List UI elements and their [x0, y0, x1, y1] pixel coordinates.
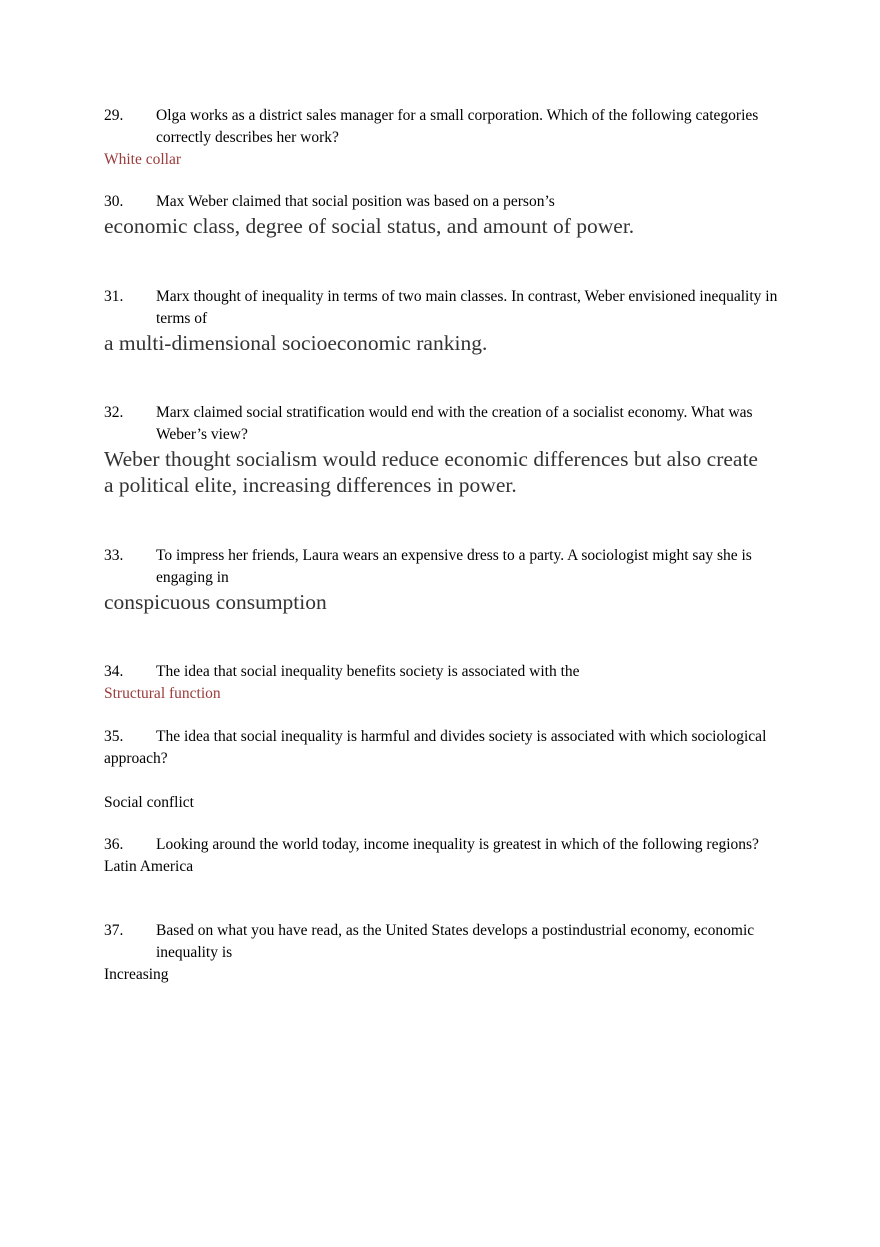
question-text: The idea that social inequality benefits society is associated with the: [156, 663, 580, 680]
question-text: The idea that social inequality is harmful and divides society is associated with which sociological approach?: [104, 728, 767, 767]
question-text: Based on what you have read, as the United States develops a postindustrial economy, economic inequality is: [156, 922, 755, 961]
answer: Structural function: [104, 685, 221, 702]
question-35: [104, 726, 784, 814]
question-34: [104, 661, 784, 705]
question-36: [104, 834, 784, 878]
question-text: Marx claimed social stratification would end with the creation of a socialist economy. What was Weber’s view?: [156, 404, 753, 443]
question-text: Looking around the world today, income inequality is greatest in which of the following regions?: [156, 836, 759, 853]
question-number: 33.: [104, 547, 124, 564]
answer: a multi-dimensional socioeconomic ranking.: [104, 331, 488, 355]
question-31: [104, 286, 784, 356]
question-33: [104, 545, 784, 615]
question-32: [104, 402, 784, 498]
question-30: [104, 191, 784, 239]
question-29: [104, 105, 784, 171]
question-37: [104, 920, 784, 986]
answer: Increasing: [104, 966, 169, 983]
answer: Social conflict: [104, 794, 194, 811]
answer: White collar: [104, 151, 182, 168]
question-text: Olga works as a district sales manager for a small corporation. Which of the following categories correctly describes her work?: [156, 107, 759, 146]
question-text: Marx thought of inequality in terms of two main classes. In contrast, Weber envisioned inequality in terms of: [156, 288, 778, 327]
question-number: 31.: [104, 288, 124, 305]
question-text: To impress her friends, Laura wears an expensive dress to a party. A sociologist might say she is engaging in: [156, 547, 752, 586]
answer: Weber thought socialism would reduce economic differences but also create a political elite, increasing differences in power.: [104, 447, 758, 497]
question-number: 35.: [104, 728, 124, 745]
answer: Latin America: [104, 858, 194, 875]
question-number: 34.: [104, 663, 124, 680]
question-number: 37.: [104, 922, 124, 939]
question-text: Max Weber claimed that social position was based on a person’s: [156, 193, 555, 210]
question-number: 30.: [104, 193, 124, 210]
question-number: 29.: [104, 107, 124, 124]
answer: economic class, degree of social status, and amount of power.: [104, 214, 635, 238]
question-number: 36.: [104, 836, 124, 853]
answer: conspicuous consumption: [104, 590, 327, 614]
question-number: 32.: [104, 404, 124, 421]
